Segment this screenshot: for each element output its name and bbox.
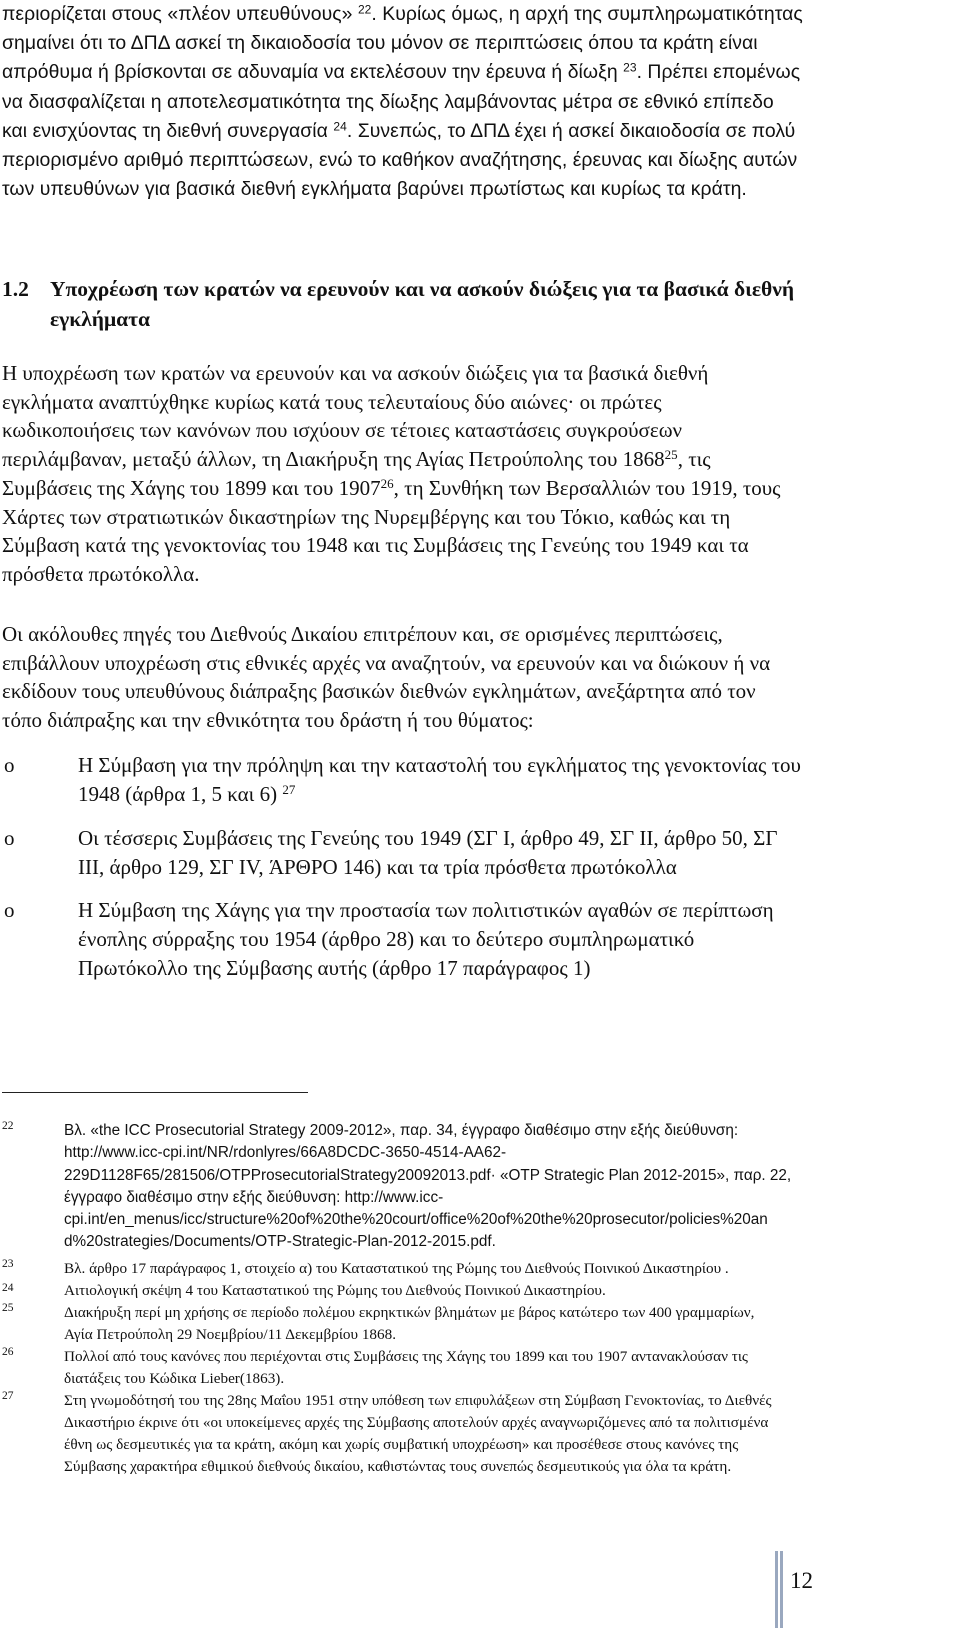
footnote-link[interactable]: cpi.int/en_menus/icc/structure%20of%20the%20court/office%20of%20the%20prosecutor/policies%20an (64, 1211, 768, 1229)
section-number: 1.2 (2, 277, 29, 301)
footnote-number: 23 (2, 1258, 14, 1270)
page-number-bar (780, 1551, 783, 1628)
text-line: Η Σύμβαση για την πρόληψη και την καταστολή του εγκλήματος της γενοκτονίας του (78, 753, 801, 777)
footnote-line: έθνη ως δεσμευτικές για τα κράτη, ακόμη και χωρίς συμβατική υποχρέωση» και προσέθεσε στους κανόνες της (64, 1435, 739, 1453)
footnote-line: διατάξεις του Κώδικα Lieber(1863). (64, 1369, 285, 1387)
footnote-ref[interactable]: 26 (380, 475, 394, 491)
text-line: τόπο διάπραξης και την εθνικότητα του δράστη ή του θύματος: (2, 708, 534, 733)
footnote-line[interactable]: 229D1128F65/281506/OTPProsecutorialStrategy20092013.pdf· «OTP Strategic Plan 2012-2015», παρ. 22, (64, 1166, 792, 1184)
footnote-number: 27 (2, 1390, 14, 1402)
footnote-link[interactable]: d%20strategies/Documents/OTP-Strategic-Plan-2012-2015.pdf. (64, 1233, 496, 1251)
footnote-number: 25 (2, 1302, 14, 1314)
footnote-line: Βλ. άρθρο 17 παράγραφος 1, στοιχείο α) του Καταστατικού της Ρώμης του Διεθνούς Ποινικού Δικαστηρίου . (64, 1260, 729, 1277)
footnote-line: Αιτιολογική σκέψη 4 του Καταστατικού της Ρώμης του Διεθνούς Ποινικού Δικαστηρίου. (64, 1282, 606, 1299)
text-line: Σύμβαση κατά της γενοκτονίας του 1948 και τις Συμβάσεις της Γενεύης του 1949 και τα (2, 533, 749, 558)
footnote-line: Δικαστήριο έκρινε ότι «οι υποκείμενες αρχές της Σύμβασης αποτελούν αρχές αναγνωριζόμενες από τα πολιτισμένα (64, 1413, 769, 1431)
footnote-line: Σύμβασης χαρακτήρα εθιμικού διεθνούς δικαίου, καθιστώντας τους συνεπώς δεσμευτικούς για όλα τα κράτη. (64, 1457, 732, 1475)
footnote-ref[interactable]: 24 (333, 119, 347, 134)
text-line: και ενισχύοντας τη διεθνή συνεργασία $^{24}$. Συνεπώς, το ΔΠΔ έχει ή ασκεί δικαιοδοσία σε πολύ (2, 119, 796, 142)
footnote-line[interactable]: έγγραφο διαθέσιμο στην εξής διεύθυνση: http://www.icc- (64, 1188, 444, 1206)
paragraph-complementarity (2, 0, 940, 204)
text-line: περιλάμβαναν, μεταξύ άλλων, τη Διακήρυξη της Αγίας Πετρούπολης του 1868$^{25}$, τις (2, 446, 711, 472)
text-line: επιβάλλουν υποχρέωση στις εθνικές αρχές να αναζητούν, να ερευνούν και να διώκουν ή να (2, 650, 771, 675)
text-line: ΙΙΙ, άρθρο 129, ΣΓ IV, ΆΡΘΡΟ 146) και τα τρία πρόσθετα πρωτόκολλα (78, 854, 677, 879)
footnote-number: 22 (2, 1120, 14, 1132)
text-line: Οι τέσσερις Συμβάσεις της Γενεύης του 1949 (ΣΓ Ι, άρθρο 49, ΣΓ ΙΙ, άρθρο 50, ΣΓ (78, 826, 778, 850)
footnote-number: 26 (2, 1346, 14, 1358)
text-line: Οι ακόλουθες πηγές του Διεθνούς Δικαίου επιτρέπουν και, σε ορισμένες περιπτώσεις, (2, 622, 723, 646)
footnote-separator (2, 1092, 308, 1093)
footnote-link[interactable]: http://www.icc-cpi.int/NR/rdonlyres/66A8DCDC-3650-4514-AA62- (64, 1144, 507, 1162)
text-line: κωδικοποιήσεις των κανόνων που ισχύουν σε τέτοιες καταστάσεις συγκρούσεων (2, 418, 683, 443)
bullet-marker: o (4, 753, 15, 777)
bullet-marker: o (4, 826, 15, 850)
text-line: ένοπλης σύρραξης του 1954 (άρθρο 28) και το δεύτερο συμπληρωματικό (78, 926, 695, 951)
page-number-bar (775, 1551, 778, 1628)
footnote-line: Αγία Πετρούπολη 29 Νοεμβρίου/11 Δεκεμβρίου 1868. (64, 1325, 397, 1343)
section-heading (2, 274, 932, 334)
paragraph-sources (2, 620, 938, 735)
footnote-ref[interactable]: 23 (623, 60, 637, 75)
footnote-line: Βλ. «the ICC Prosecutorial Strategy 2009-2012», παρ. 34, έγγραφο διαθέσιμο στην εξής διεύθυνση: (64, 1122, 739, 1139)
bullet-marker: o (4, 898, 15, 922)
text-line: Η υποχρέωση των κρατών να ερευνούν και να ασκούν διώξεις για τα βασικά διεθνή (2, 361, 709, 385)
heading-line-1: Υποχρέωση των κρατών να ερευνούν και να ασκούν διώξεις για τα βασικά διεθνή (50, 277, 795, 301)
footnote-ref[interactable]: 25 (664, 446, 678, 462)
text-line: Χάρτες των στρατιωτικών δικαστηρίων της Νυρεμβέργης και του Τόκιο, καθώς και τη (2, 504, 731, 529)
text-line: να διασφαλίζεται η αποτελεσματικότητα της δίωξης λαμβάνοντας μέτρα σε εθνικό επίπεδο (2, 90, 774, 113)
text-line: πρόσθετα πρωτόκολλα. (2, 561, 200, 586)
text-line: εκδίδουν τους υπευθύνους διάπραξης βασικών διεθνών εγκλημάτων, ανεξάρτητα από τον (2, 679, 756, 704)
text-line: σημαίνει ότι το ΔΠΔ ασκεί τη δικαιοδοσία του μόνον σε περιπτώσεις όπου τα κράτη είναι (2, 32, 758, 55)
text-line: των υπευθύνων για βασικά διεθνή εγκλήματα βαρύνει πρωτίστως και κυρίως τα κράτη. (2, 178, 747, 201)
text-line: εγκλήματα αναπτύχθηκε κυρίως κατά τους τελευταίους δύο αιώνες· οι πρώτες (2, 389, 662, 414)
footnote-line: Διακήρυξη περί μη χρήσης σε περίοδο πολέμου εκρηκτικών βλημάτων με βάρος κατώτερο των 400 γραμμαρίων, (64, 1304, 755, 1321)
text-line: Η Σύμβαση της Χάγης για την προστασία των πολιτιστικών αγαθών σε περίπτωση (78, 898, 774, 922)
text-line: περιορίζεται στους «πλέον υπευθύνους» $^{22}$. Κυρίως όμως, η αρχή της συμπληρωματικότητας (2, 2, 803, 25)
text-line: περιορισμένο αριθμό περιπτώσεων, ενώ το καθήκον αναζήτησης, έρευνας και δίωξης αυτών (2, 149, 798, 172)
text-line: Πρωτόκολλο της Σύμβασης αυτής (άρθρο 17 παράγραφος 1) (78, 955, 591, 980)
footnote-line: Στη γνωμοδότησή του της 28ης Μαΐου 1951 στην υπόθεση των επιφυλάξεων στη Σύμβαση Γενοκτονίας, το Διεθνές (64, 1392, 772, 1409)
footnote-line: Πολλοί από τους κανόνες που περιέχονται στις Συμβάσεις της Χάγης του 1899 και του 1907 αντανακλούσαν τις (64, 1348, 748, 1365)
text-line: απρόθυμα ή βρίσκονται σε αδυναμία να εκτελέσουν την έρευνα ή δίωξη $^{23}$. Πρέπει επομένως (2, 60, 801, 84)
text-line: Συμβάσεις της Χάγης του 1899 και του 1907$^{26}$, τη Συνθήκη των Βερσαλλιών του 1919, τους (2, 475, 781, 500)
footnote-number: 24 (2, 1282, 14, 1294)
page-number: 12 (790, 1568, 813, 1593)
paragraph-obligation-history (2, 359, 938, 589)
text-line: 1948 (άρθρα 1, 5 και 6) $^{27}$ (78, 781, 296, 806)
footnote-ref[interactable]: 22 (357, 2, 372, 17)
heading-line-2: εγκλήματα (50, 307, 151, 331)
footnote-ref[interactable]: 27 (282, 781, 296, 797)
